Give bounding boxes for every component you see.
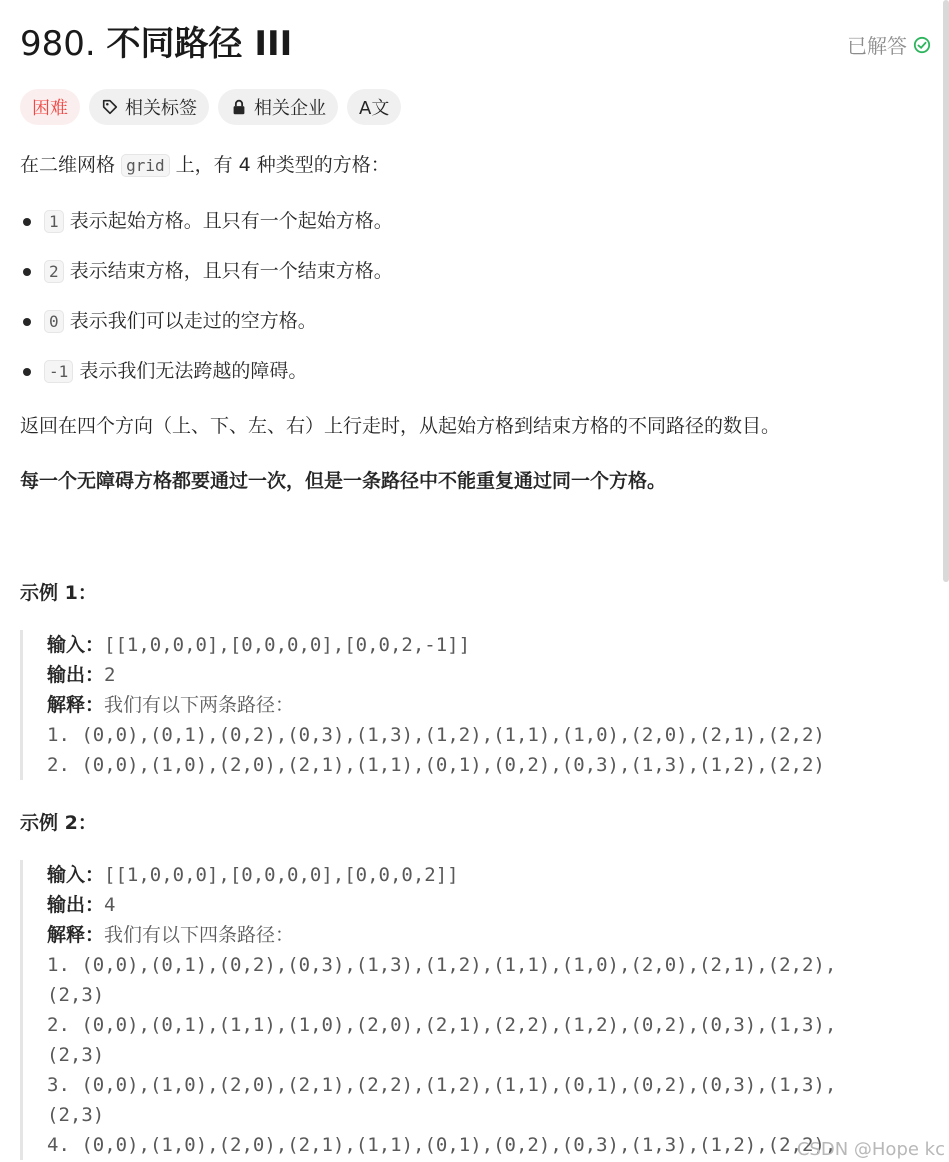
output-label: 输出： bbox=[47, 894, 105, 916]
related-tags-label: 相关标签 bbox=[125, 98, 197, 119]
example-1-block bbox=[20, 630, 825, 780]
intro-suffix: 上，有 4 种类型的方格： bbox=[175, 154, 390, 176]
explain-text: 我们有以下两条路径： bbox=[104, 694, 295, 716]
item-text: 表示起始方格。且只有一个起始方格。 bbox=[69, 210, 393, 232]
problem-number: 980. bbox=[20, 24, 96, 64]
description-paragraph: 返回在四个方向（上、下、左、右）上行走时，从起始方格到结束方格的不同路径的数目。 bbox=[20, 415, 781, 437]
intro-prefix: 在二维网格 bbox=[20, 154, 116, 176]
input-value: [[1,0,0,0],[0,0,0,0],[0,0,0,2]] bbox=[104, 864, 459, 886]
list-item bbox=[20, 255, 393, 305]
description-intro bbox=[20, 150, 390, 181]
check-circle-icon bbox=[913, 36, 931, 54]
example-1-title: 示例 1： bbox=[20, 582, 97, 604]
input-label: 输入： bbox=[47, 634, 105, 656]
path-line: (2,3) bbox=[47, 984, 105, 1006]
path-line: (2,3) bbox=[47, 1044, 105, 1066]
path-line: 1. (0,0),(0,1),(0,2),(0,3),(1,3),(1,2),(1,1),(1,0),(2,0),(2,1),(2,2), bbox=[47, 954, 837, 976]
translate-button[interactable] bbox=[347, 89, 401, 125]
related-companies-label: 相关企业 bbox=[254, 98, 326, 119]
list-item bbox=[20, 305, 393, 355]
scrollbar[interactable] bbox=[943, 0, 949, 582]
item-code: 1 bbox=[44, 210, 64, 233]
item-code: 0 bbox=[44, 310, 64, 333]
example-2-block bbox=[20, 860, 836, 1160]
path-line: 2. (0,0),(1,0),(2,0),(2,1),(1,1),(0,1),(0,2),(0,3),(1,3),(1,2),(2,2) bbox=[47, 754, 825, 776]
path-line: 2. (0,0),(0,1),(1,1),(1,0),(2,0),(2,1),(2,2),(1,2),(0,2),(0,3),(1,3), bbox=[47, 1014, 837, 1036]
output-label: 输出： bbox=[47, 664, 105, 686]
item-text: 表示我们无法跨越的障碍。 bbox=[79, 360, 308, 382]
problem-name: 不同路径 III bbox=[106, 24, 293, 64]
tag-row bbox=[20, 89, 401, 125]
input-value: [[1,0,0,0],[0,0,0,0],[0,0,2,-1]] bbox=[104, 634, 471, 656]
item-text: 表示结束方格，且只有一个结束方格。 bbox=[69, 260, 393, 282]
solved-status bbox=[847, 30, 931, 59]
example-explain bbox=[47, 690, 825, 720]
output-value: 2 bbox=[104, 664, 116, 686]
path-line: 3. (0,0),(1,0),(2,0),(2,1),(2,2),(1,2),(1,1),(0,1),(0,2),(0,3),(1,3), bbox=[47, 1074, 837, 1096]
explain-label: 解释： bbox=[47, 694, 105, 716]
difficulty-label: 困难 bbox=[32, 98, 68, 119]
list-item bbox=[20, 205, 393, 255]
translate-icon: A文 bbox=[359, 98, 390, 119]
intro-code: grid bbox=[121, 154, 170, 177]
list-item bbox=[20, 355, 393, 405]
example-output bbox=[47, 660, 825, 690]
path-line: (2,3) bbox=[47, 1104, 105, 1126]
explain-text: 我们有以下四条路径： bbox=[104, 924, 295, 946]
item-code: -1 bbox=[44, 360, 73, 383]
explain-label: 解释： bbox=[47, 924, 105, 946]
description-bold-paragraph: 每一个无障碍方格都要通过一次，但是一条路径中不能重复通过同一个方格。 bbox=[20, 470, 667, 492]
problem-header bbox=[20, 0, 935, 119]
input-label: 输入： bbox=[47, 864, 105, 886]
example-explain bbox=[47, 920, 836, 950]
example-2-title: 示例 2： bbox=[20, 812, 97, 834]
item-code: 2 bbox=[44, 260, 64, 283]
difficulty-badge bbox=[20, 89, 80, 125]
problem-title[interactable] bbox=[20, 22, 292, 66]
watermark: CSDN @Hope kc bbox=[796, 1139, 945, 1160]
path-line: 1. (0,0),(0,1),(0,2),(0,3),(1,3),(1,2),(1,1),(1,0),(2,0),(2,1),(2,2) bbox=[47, 724, 825, 746]
example-output bbox=[47, 890, 836, 920]
example-input bbox=[47, 630, 825, 660]
related-tags-button[interactable] bbox=[89, 89, 209, 125]
path-line: 4. (0,0),(1,0),(2,0),(2,1),(1,1),(0,1),(0,2),(0,3),(1,3),(1,2),(2,2), bbox=[47, 1134, 837, 1156]
solved-label: 已解答 bbox=[847, 34, 907, 58]
example-input bbox=[47, 860, 836, 890]
cell-type-list bbox=[20, 205, 393, 405]
tag-icon bbox=[101, 98, 119, 116]
related-companies-button[interactable] bbox=[218, 89, 338, 125]
item-text: 表示我们可以走过的空方格。 bbox=[69, 310, 317, 332]
output-value: 4 bbox=[104, 894, 116, 916]
lock-icon bbox=[230, 98, 248, 116]
